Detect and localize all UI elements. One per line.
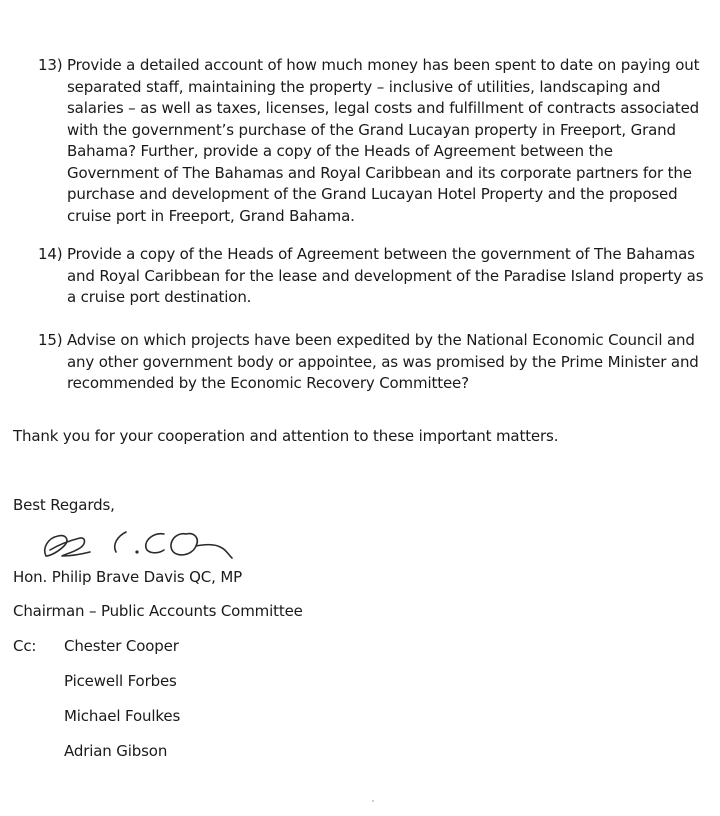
page-mark bbox=[372, 800, 374, 802]
list-item-number: 14) bbox=[38, 245, 63, 263]
list-item-number: 15) bbox=[38, 331, 63, 349]
cc-name: Adrian Gibson bbox=[64, 742, 168, 760]
handwritten-signature bbox=[36, 520, 246, 568]
salutation: Best Regards, bbox=[13, 496, 115, 514]
list-item-number: 13) bbox=[38, 56, 63, 74]
cc-name: Michael Foulkes bbox=[64, 707, 181, 725]
list-item-text: Provide a detailed account of how much money has been spent to date on paying out separated staff, maintaining the property – inclusive of utilities, landscaping and salaries – as well as taxes, licenses, legal costs and fulfillment of contracts associated with the government’s purchase of the Grand Lucayan property in Freeport, Grand Bahama? Further, provide a copy of the Heads of Agreement between the Government of The Bahamas and Royal Caribbean and its corporate partners for the purchase and development of the Grand Lucayan Hotel Property and the proposed cruise port in Freeport, Grand Bahama. bbox=[67, 56, 700, 225]
list-item-14 bbox=[38, 244, 704, 309]
list-item-text: Provide a copy of the Heads of Agreement between the government of The Bahamas and Royal Caribbean for the lease and development of the Paradise Island property as a cruise port destination. bbox=[67, 245, 704, 306]
signatory-title: Chairman – Public Accounts Committee bbox=[13, 602, 303, 620]
cc-label: Cc: bbox=[13, 637, 37, 655]
cc-name: Chester Cooper bbox=[64, 637, 179, 655]
cc-name: Picewell Forbes bbox=[64, 672, 177, 690]
signatory-name: Hon. Philip Brave Davis QC, MP bbox=[13, 568, 243, 586]
list-item-text: Advise on which projects have been expedited by the National Economic Council and any other government body or appointee, as was promised by the Prime Minister and recommended by the Economic Recovery Committee? bbox=[67, 331, 699, 392]
list-item-15 bbox=[38, 330, 704, 395]
list-item-13 bbox=[38, 55, 704, 227]
closing-sentence: Thank you for your cooperation and attention to these important matters. bbox=[13, 427, 559, 445]
